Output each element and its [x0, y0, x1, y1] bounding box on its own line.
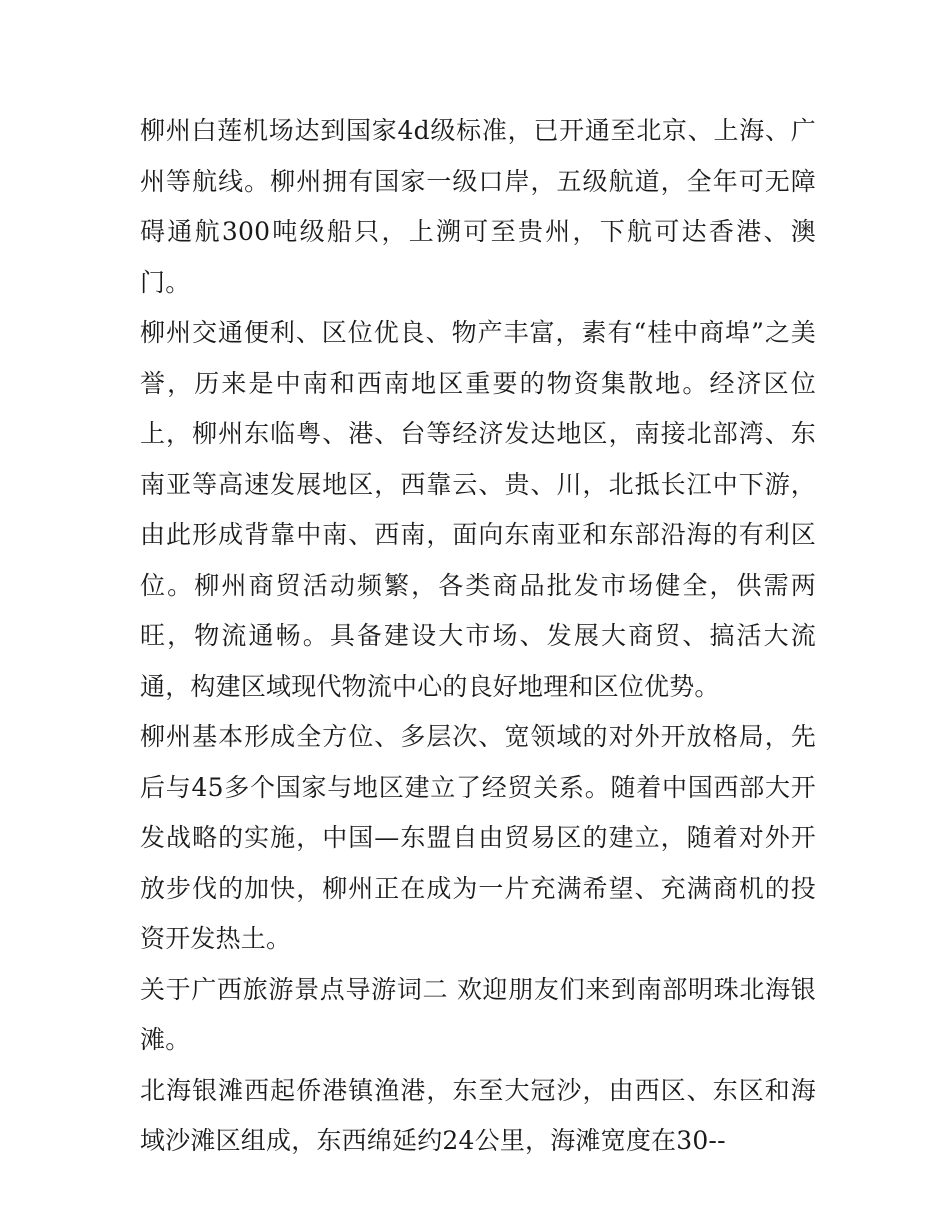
paragraph-airport-port: 柳州白莲机场达到国家4d级标准，已开通至北京、上海、广州等航线。柳州拥有国家一级口岸，五级航道，全年可无障碍通航300吨级船只，上溯可至贵州，下航可达香港、澳门。: [140, 116, 816, 297]
paragraph-location-advantage: 柳州交通便利、区位优良、物产丰富，素有“桂中商埠”之美誉，历来是中南和西南地区重要的物资集散地。经济区位上，柳州东临粤、港、台等经济发达地区，南接北部湾、东南亚等高速发展地区，西靠云、贵、川，北抵长江中下游，由此形成背靠中南、西南，面向东南亚和东部沿海的有利区位。柳州商贸活动频繁，各类商品批发市场健全，供需两旺，物流通畅。具备建设大市场、发展大商贸、搞活大流通，构建区域现代物流中心的良好地理和区位优势。: [140, 318, 816, 701]
paragraph-opening-up: 柳州基本形成全方位、多层次、宽领域的对外开放格局，先后与45多个国家与地区建立了经贸关系。随着中国西部大开发战略的实施，中国—东盟自由贸易区的建立，随着对外开放步伐的加快，柳州正在成为一片充满希望、充满商机的投资开发热土。: [140, 722, 816, 953]
paragraph-silver-beach: 北海银滩西起侨港镇渔港，东至大冠沙，由西区、东区和海域沙滩区组成，东西绵延约24公里，海滩宽度在30--: [140, 1075, 816, 1155]
paragraph-tour-guide-intro: 关于广西旅游景点导游词二 欢迎朋友们来到南部明珠北海银滩。: [140, 974, 816, 1054]
document-body: [140, 106, 816, 1167]
